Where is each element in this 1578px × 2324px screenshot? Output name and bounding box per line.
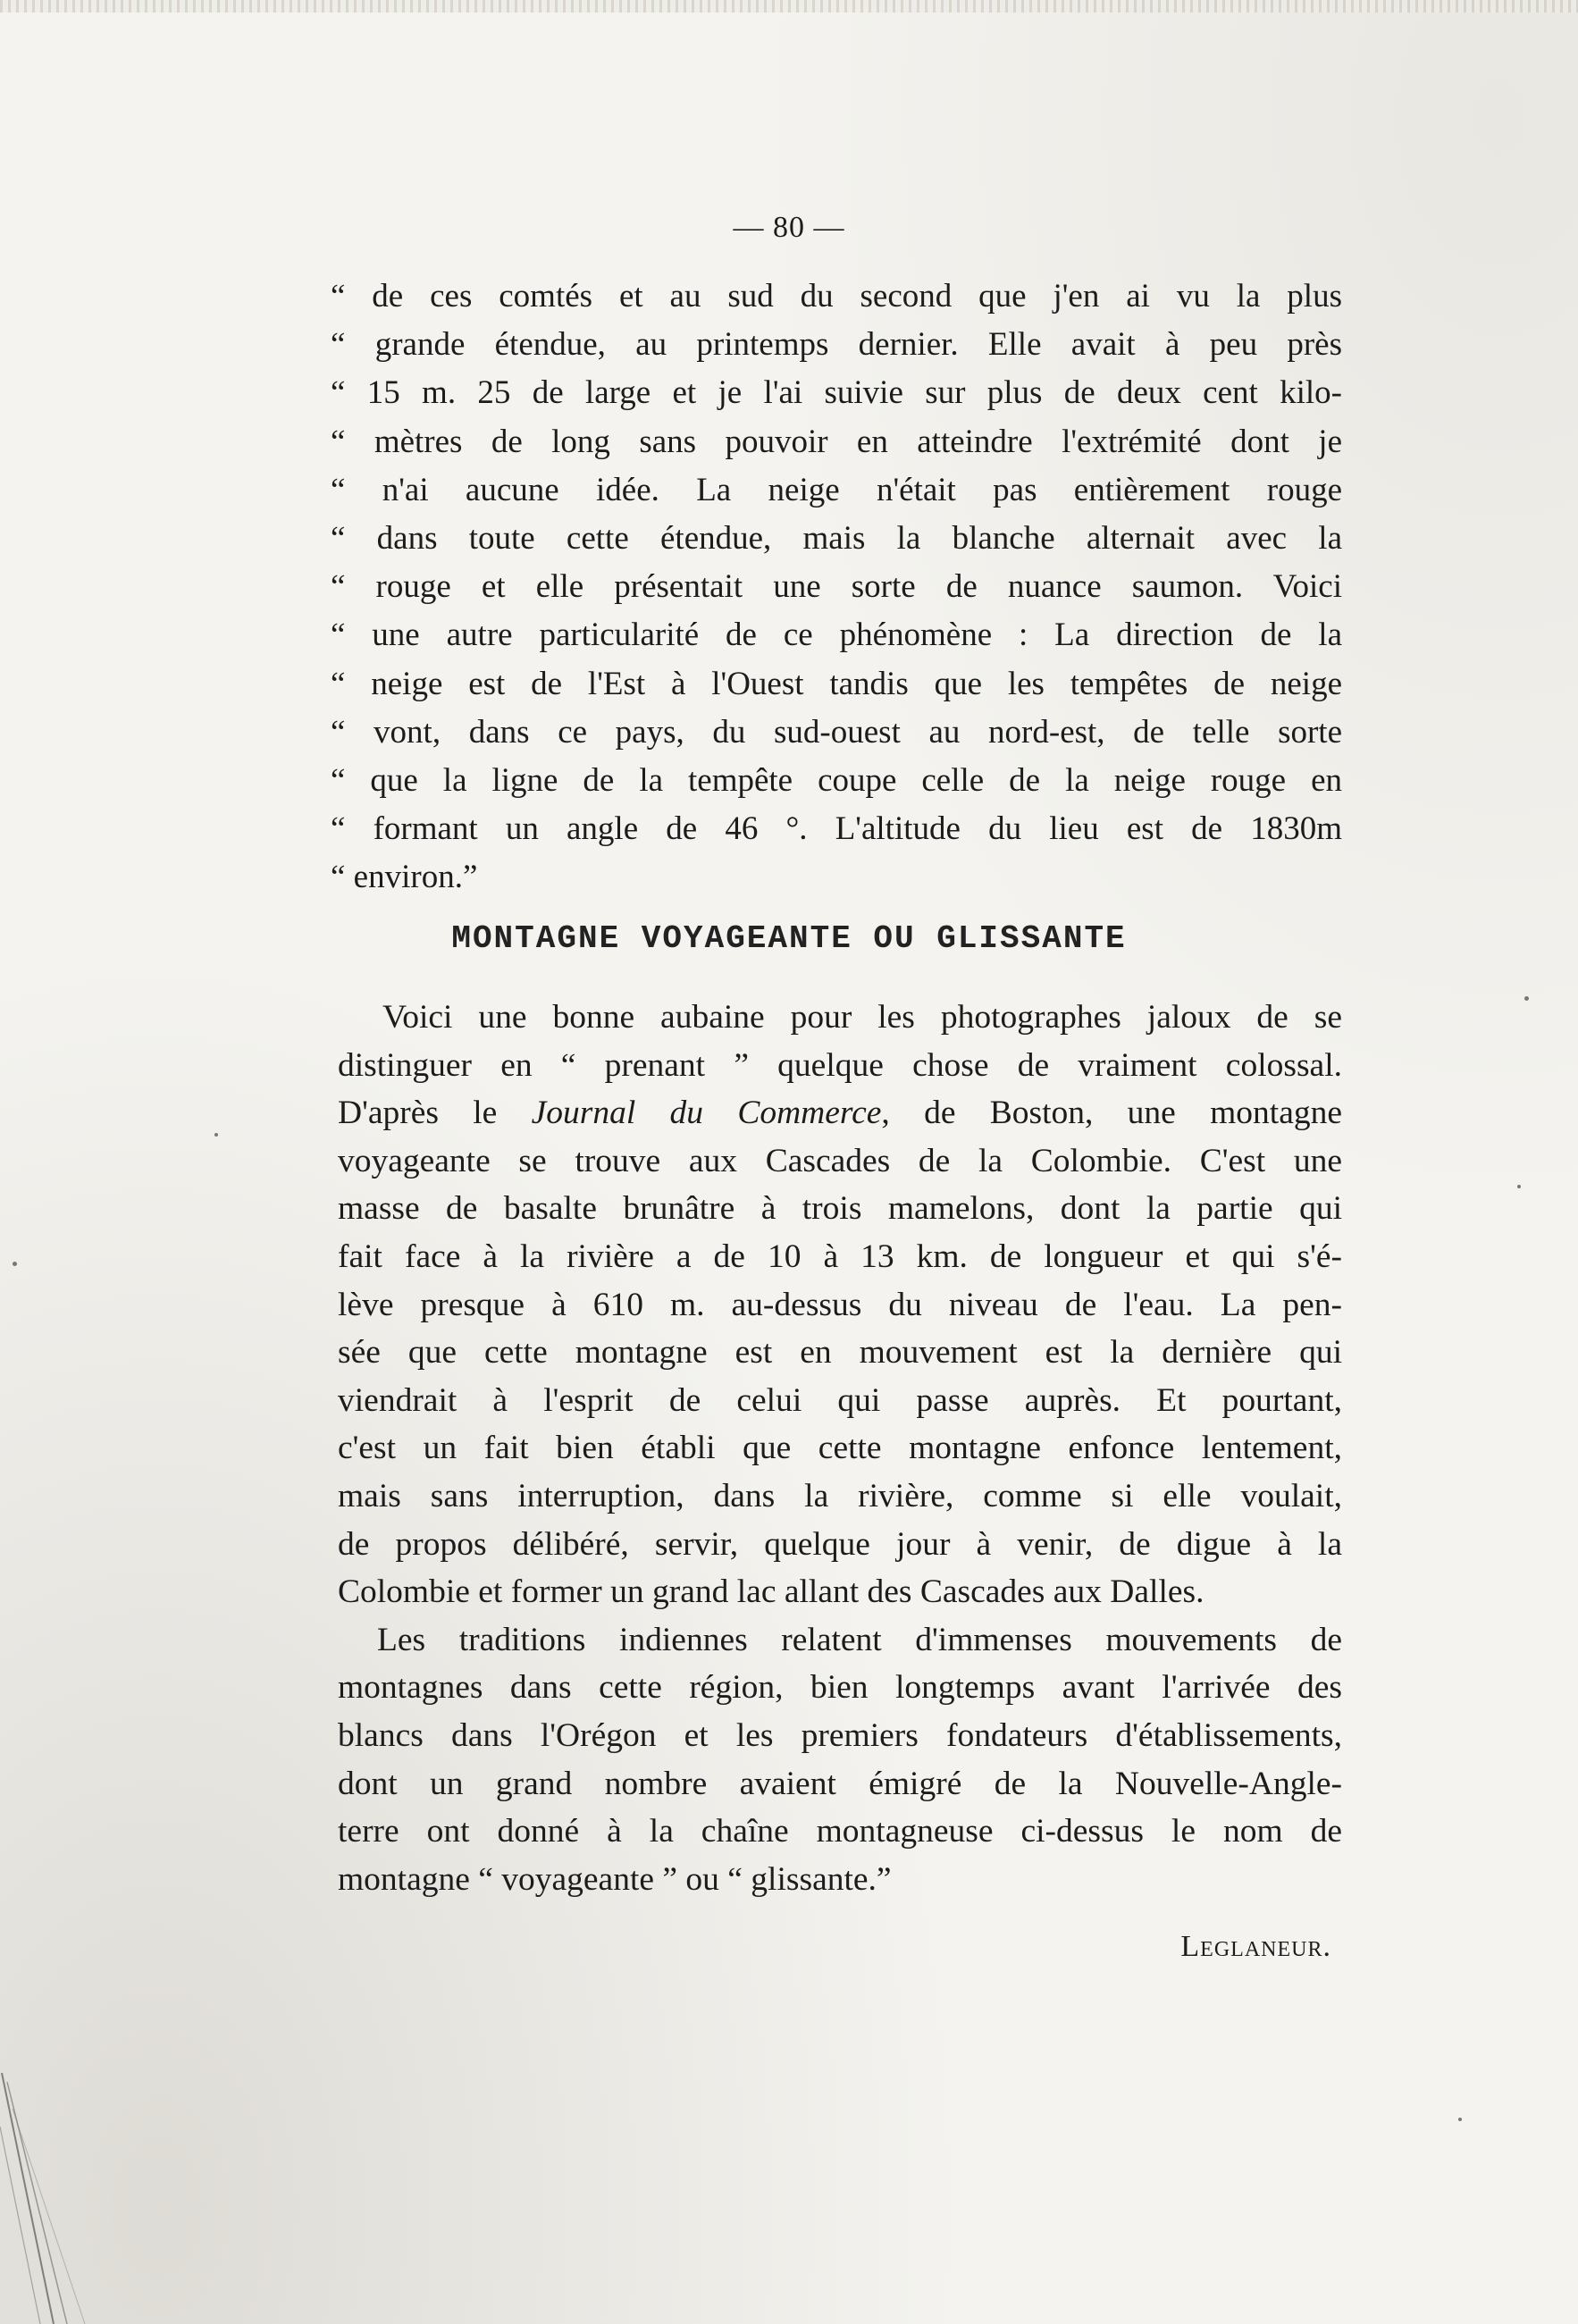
- body-line-with-italic: [338, 1089, 1342, 1137]
- body-line: montagnes dans cette région, bien longtemps avant l'arrivée des: [338, 1669, 1342, 1707]
- body-line: Les traditions indiennes relatent d'immenses mouvements de: [377, 1621, 1342, 1658]
- paper-speck: [214, 1133, 218, 1137]
- body-line: c'est un fait bien établi que cette montagne enfonce lentement,: [338, 1430, 1342, 1467]
- body-line: viendrait à l'esprit de celui qui passe auprès. Et pourtant,: [338, 1381, 1342, 1419]
- quoted-passage: [331, 273, 1342, 902]
- quote-line: “ neige est de l'Est à l'Ouest tandis que les tempêtes de neige: [331, 665, 1342, 702]
- body-line: voyageante se trouve aux Cascades de la Colombie. C'est une: [338, 1142, 1342, 1179]
- quote-line: “ formant un angle de 46 °. L'altitude du lieu est de 1830m: [331, 810, 1342, 848]
- paper-speck: [1517, 1185, 1521, 1188]
- section-heading: MONTAGNE VOYAGEANTE OU GLISSANTE: [451, 920, 1127, 957]
- body-line: mais sans interruption, dans la rivière, comme si elle voulait,: [338, 1477, 1342, 1514]
- quote-line: “ 15 m. 25 de large et je l'ai suivie sur plus de deux cent kilo-: [331, 374, 1342, 412]
- body-text-segment: , de Boston, une montagne: [881, 1095, 1342, 1132]
- article-body: [338, 994, 1342, 1903]
- paper-speck: [13, 1262, 17, 1266]
- page-top-edge: [0, 0, 1578, 13]
- quote-line: “ rouge et elle présentait une sorte de nuance saumon. Voici: [331, 568, 1342, 606]
- quote-line: “ une autre particularité de ce phénomène : La direction de la: [331, 617, 1342, 654]
- body-line: blancs dans l'Orégon et les premiers fondateurs d'établissements,: [338, 1716, 1342, 1754]
- quote-line: “ mètres de long sans pouvoir en atteindre l'extrémité dont je: [331, 423, 1342, 460]
- body-text-segment: D'après le: [338, 1095, 532, 1132]
- quote-line: “ de ces comtés et au sud du second que j'en ai vu la plus: [331, 278, 1342, 315]
- paper-speck: [1524, 996, 1529, 1001]
- body-line: dont un grand nombre avaient émigré de la Nouvelle-Angle-: [338, 1765, 1342, 1802]
- quote-line: “ n'ai aucune idée. La neige n'était pas entièrement rouge: [331, 471, 1342, 508]
- body-line: sée que cette montagne est en mouvement est la dernière qui: [338, 1334, 1342, 1372]
- quote-line: “ que la ligne de la tempête coupe celle de la neige rouge en: [331, 761, 1342, 799]
- body-line: fait face à la rivière a de 10 à 13 km. de longueur et qui s'é-: [338, 1238, 1342, 1275]
- body-line: Voici une bonne aubaine pour les photographes jaloux de se: [382, 999, 1342, 1036]
- body-line: distinguer en “ prenant ” quelque chose de vraiment colossal.: [338, 1046, 1342, 1084]
- body-line: de propos délibéré, servir, quelque jour à venir, de digue à la: [338, 1525, 1342, 1563]
- body-line: montagne “ voyageante ” ou “ glissante.”: [338, 1860, 892, 1898]
- quote-line: “ vont, dans ce pays, du sud-ouest au nord-est, de telle sorte: [331, 713, 1342, 751]
- quote-line: “ grande étendue, au printemps dernier. Elle avait à peu près: [331, 326, 1342, 364]
- body-line: lève presque à 610 m. au-dessus du niveau de l'eau. La pen-: [338, 1286, 1342, 1323]
- page-number: — 80 —: [733, 211, 845, 244]
- body-line: masse de basalte brunâtre à trois mamelons, dont la partie qui: [338, 1190, 1342, 1228]
- quote-line: “ environ.”: [331, 859, 478, 896]
- newspaper-title: Journal du Commerce: [531, 1095, 882, 1132]
- author-signature: Leglaneur.: [1180, 1930, 1331, 1963]
- paper-scratch-marks: [0, 2073, 125, 2324]
- quote-line: “ dans toute cette étendue, mais la blanche alternait avec la: [331, 519, 1342, 557]
- body-line: Colombie et former un grand lac allant des Cascades aux Dalles.: [338, 1573, 1204, 1611]
- body-line: terre ont donné à la chaîne montagneuse ci-dessus le nom de: [338, 1813, 1342, 1850]
- paper-speck: [1458, 2118, 1462, 2121]
